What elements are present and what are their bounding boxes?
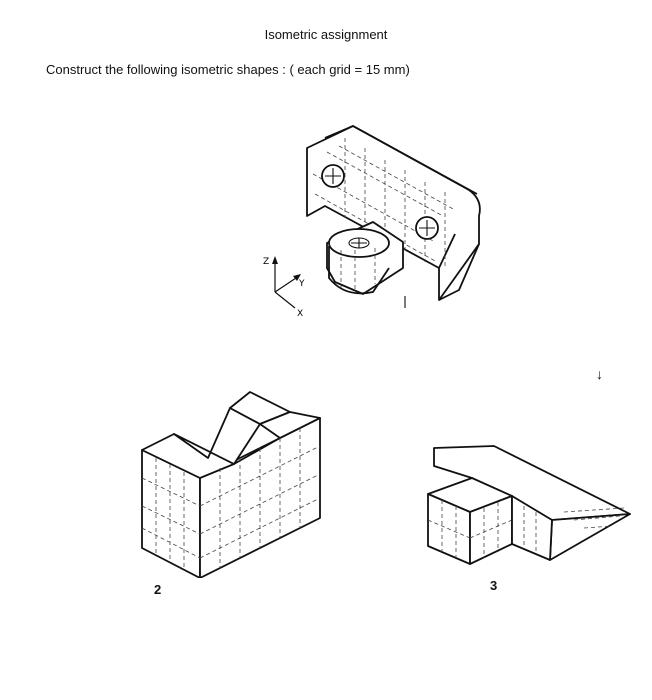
- axis-y-label: Y: [299, 279, 305, 289]
- axis-x-label: X: [297, 309, 304, 319]
- figure-2-drawing: [130, 378, 330, 578]
- axis-z-label: Z: [263, 257, 270, 267]
- figure-3: [424, 440, 636, 593]
- figure-2: [130, 378, 330, 597]
- figure-1-drawing: [255, 118, 495, 323]
- figure-3-drawing: [424, 440, 636, 580]
- page-title: Isometric assignment: [264, 27, 388, 42]
- figure-2-label: 2: [154, 582, 162, 597]
- wedge-face: [550, 514, 630, 560]
- corner-mark-icon: ↓: [596, 366, 603, 382]
- figure-1: [255, 118, 495, 323]
- instruction-text: Construct the following isometric shapes : ( each grid = 15 mm): [46, 62, 410, 77]
- figure-3-label: 3: [490, 578, 498, 593]
